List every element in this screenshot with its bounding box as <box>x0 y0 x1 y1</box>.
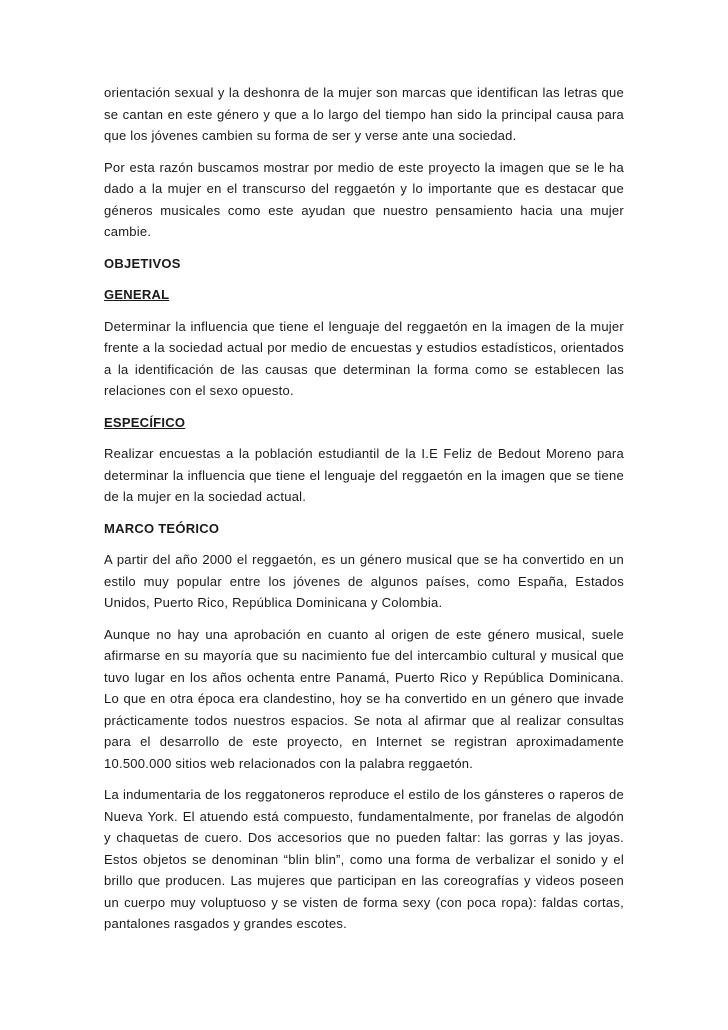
paragraph-cultural-exchange: Aunque no hay una aprobación en cuanto al origen de este género musical, suele afirmarse en su mayoría que su nacimiento fue del intercambio cultural y musical que tuvo lugar en los años ochenta entre Panamá, Puerto Rico y República Dominicana. Lo que en otra época era clandestino, hoy se ha convertido en un género que invade prácticamente todos nuestros espacios. Se nota al afirmar que al realizar consultas para el desarrollo de este proyecto, en Internet se registran aproximadamente 10.500.000 sitios web relacionados con la palabra reggaetón. <box>104 626 624 771</box>
paragraph-specific-objective: Realizar encuestas a la población estudiantil de la I.E Feliz de Bedout Moreno para determinar la influencia que tiene el lenguaje del reggaetón en la imagen que se tiene de la mujer en la sociedad actual. <box>104 446 624 504</box>
paragraph-intro-continuation: orientación sexual y la deshonra de la mujer son marcas que identifican las letras que se cantan en este género y que a lo largo del tiempo han sido la principal causa para que los jóvenes cambien su forma de ser y verse ante una sociedad. <box>104 85 624 143</box>
paragraph-reggaeton-origin: A partir del año 2000 el reggaetón, es un género musical que se ha convertido en un estilo muy popular entre los jóvenes de algunos países, como España, Estados Unidos, Puerto Rico, República Dominicana y Colombia. <box>104 552 624 610</box>
heading-especifico: ESPECÍFICO <box>104 414 186 430</box>
document-page <box>104 82 624 945</box>
heading-general: GENERAL <box>104 287 170 302</box>
heading-marco-teorico: MARCO TEÓRICO <box>104 520 220 536</box>
paragraph-clothing-style: La indumentaria de los reggatoneros reproduce el estilo de los gánsteres o raperos de Nueva York. El atuendo está compuesto, fundamentalmente, por franelas de algodón y chaquetas de cuero. Dos accesorios que no pueden faltar: las gorras y las joyas. Estos objetos se denominan “blin blin”, como una forma de verbalizar el sonido y el brillo que producen. Las mujeres que participan en las coreografías y videos poseen un cuerpo muy voluptuoso y se visten de forma sexy (con poca ropa): faldas cortas, pantalones rasgados y grandes escotes. <box>104 787 624 931</box>
paragraph-purpose: Por esta razón buscamos mostrar por medio de este proyecto la imagen que se le ha dado a la mujer en el transcurso del reggaetón y lo importante que es destacar que géneros musicales como este ayudan que nuestro pensamiento hacia una mujer cambie. <box>104 159 624 239</box>
heading-objetivos: OBJETIVOS <box>104 255 181 271</box>
paragraph-general-objective: Determinar la influencia que tiene el lenguaje del reggaetón en la imagen de la mujer frente a la sociedad actual por medio de encuestas y estudios estadísticos, orientados a la identificación de las causas que determinan la forma como se establecen las relaciones con el sexo opuesto. <box>104 318 624 398</box>
